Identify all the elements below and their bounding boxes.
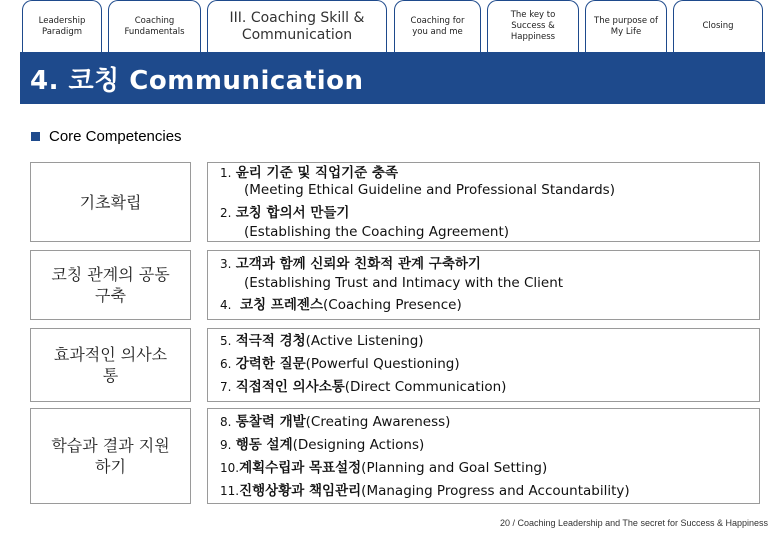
category-box-relationship: 코칭 관계의 공동 구축 bbox=[30, 250, 191, 320]
competency-item: 11.진행상황과 책임관리(Managing Progress and Accountability) bbox=[220, 483, 630, 499]
competency-item-subtitle: (Meeting Ethical Guideline and Professional Standards) bbox=[244, 182, 615, 198]
competency-item: 8. 통찰력 개발(Creating Awareness) bbox=[220, 414, 451, 430]
nav-tab-key-to-success[interactable]: The key to Success & Happiness bbox=[487, 0, 579, 52]
nav-tab-coaching-fundamentals[interactable]: Coaching Fundamentals bbox=[108, 0, 201, 52]
competency-item: 1. 윤리 기준 및 직업기준 충족 bbox=[220, 165, 399, 181]
footer bbox=[500, 518, 768, 528]
section-heading: Core Competencies bbox=[49, 128, 182, 145]
competency-item-subtitle: (Establishing Trust and Intimacy with the Client bbox=[244, 275, 564, 291]
nav-tab-coaching-for-you-and-me[interactable]: Coaching for you and me bbox=[394, 0, 481, 52]
competency-box-learning-results bbox=[207, 408, 760, 504]
footer-text: Coaching Leadership and The secret for Success & Happiness bbox=[517, 518, 768, 528]
competency-box-communication bbox=[207, 328, 760, 402]
category-box-learning-results: 학습과 결과 지원 하기 bbox=[30, 408, 191, 504]
competency-item: 4. 코칭 프레젠스(Coaching Presence) bbox=[220, 297, 462, 313]
nav-tab-closing[interactable]: Closing bbox=[673, 0, 763, 52]
competency-item: 2. 코칭 합의서 만들기 bbox=[220, 205, 350, 221]
page-number: 20 bbox=[499, 518, 510, 528]
nav-tab-leadership-paradigm[interactable]: Leadership Paradigm bbox=[22, 0, 102, 52]
competency-item-subtitle: (Establishing the Coaching Agreement) bbox=[244, 224, 510, 240]
footer-separator: / bbox=[512, 518, 515, 528]
competency-item: 9. 행동 설계(Designing Actions) bbox=[220, 437, 425, 453]
competency-box-foundation bbox=[207, 162, 760, 242]
competency-item: 5. 적극적 경청(Active Listening) bbox=[220, 333, 424, 349]
page-title: 4. 코칭 Communication bbox=[30, 66, 364, 96]
category-box-foundation: 기초확립 bbox=[30, 162, 191, 242]
competency-item: 6. 강력한 질문(Powerful Questioning) bbox=[220, 356, 460, 372]
competency-item: 7. 직접적인 의사소통(Direct Communication) bbox=[220, 379, 507, 395]
competency-item: 3. 고객과 함께 신뢰와 친화적 관계 구축하기 bbox=[220, 256, 481, 272]
competency-item: 10.계획수립과 목표설정(Planning and Goal Setting) bbox=[220, 460, 548, 476]
competency-box-relationship bbox=[207, 250, 760, 320]
category-box-communication: 효과적인 의사소 통 bbox=[30, 328, 191, 402]
nav-tab-coaching-skill-communication[interactable]: III. Coaching Skill & Communication bbox=[207, 0, 387, 52]
nav-tab-purpose-of-my-life[interactable]: The purpose of My Life bbox=[585, 0, 667, 52]
square-bullet-icon bbox=[31, 132, 40, 141]
